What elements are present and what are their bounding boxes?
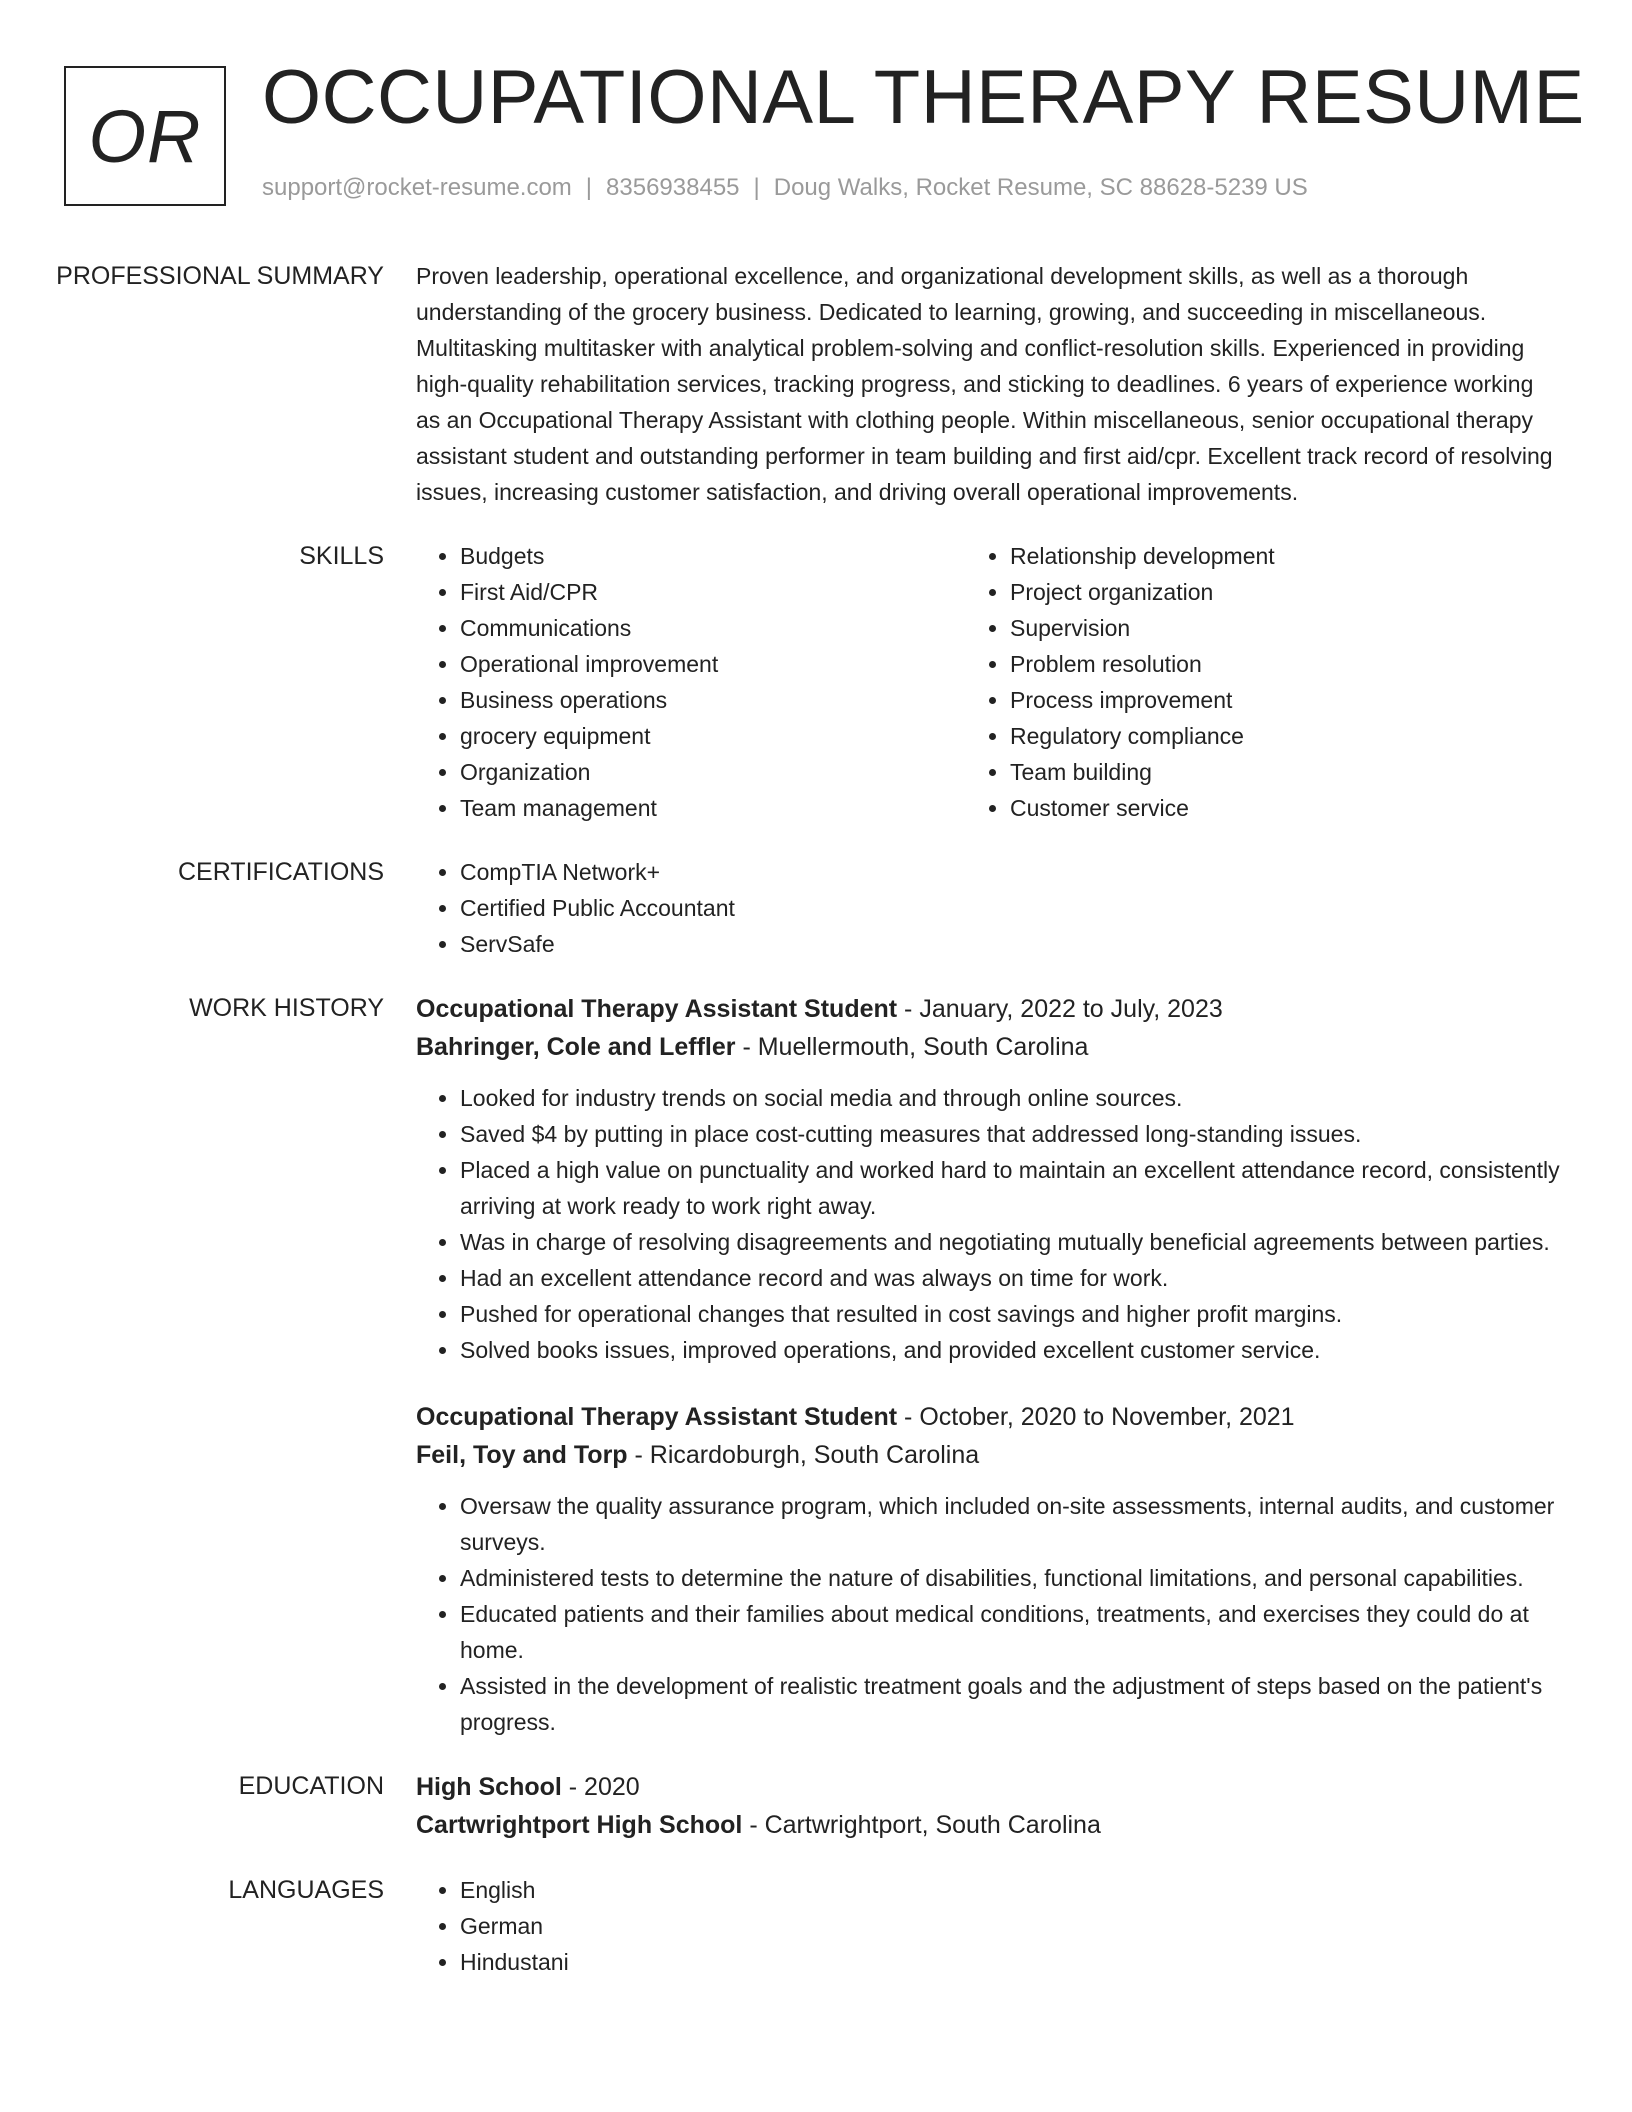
- certifications-list: [416, 854, 1564, 962]
- job-bullet: • Saved $4 by putting in place cost-cutting measures that addressed long-standing issues.: [460, 1116, 1564, 1152]
- education-year: - 2020: [561, 1773, 640, 1801]
- certification-item: • ServSafe: [460, 926, 1564, 962]
- languages-list: [416, 1872, 1564, 1980]
- monogram: OR: [64, 66, 226, 206]
- education-location: - Cartwrightport, South Carolina: [742, 1811, 1101, 1839]
- education-school-line: [416, 1806, 1564, 1844]
- skill-item: • Relationship development: [1010, 538, 1516, 574]
- certification-item: • Certified Public Accountant: [460, 890, 1564, 926]
- contact-separator: |: [753, 174, 760, 201]
- language-item: • Hindustani: [460, 1944, 1564, 1980]
- job-bullets: [416, 1080, 1564, 1368]
- summary-section: [0, 258, 1632, 510]
- section-label: CERTIFICATIONS: [177, 858, 384, 886]
- skills-list-left: [416, 538, 966, 826]
- job-company: Bahringer, Cole and Leffler: [416, 1033, 736, 1061]
- skill-item: • Team management: [460, 790, 966, 826]
- job-bullet: • Placed a high value on punctuality and worked hard to maintain an excellent attendance record, consistently arriving at work ready to work right away.: [460, 1152, 1564, 1224]
- job-dates: - October, 2020 to November, 2021: [897, 1403, 1295, 1431]
- skill-item: • Budgets: [460, 538, 966, 574]
- skill-item: • Project organization: [1010, 574, 1516, 610]
- contact-email[interactable]: support@rocket-resume.com: [262, 174, 572, 201]
- certifications-section: [0, 854, 1632, 962]
- skill-item: • Customer service: [1010, 790, 1516, 826]
- job-company: Feil, Toy and Torp: [416, 1441, 628, 1469]
- contact-separator: |: [585, 174, 593, 201]
- job-bullet: • Solved books issues, improved operations, and provided excellent customer service.: [460, 1332, 1564, 1368]
- contact-phone: 8356938455: [606, 174, 740, 201]
- job-entry: [416, 990, 1564, 1368]
- education-degree-line: [416, 1768, 1564, 1806]
- job-title: Occupational Therapy Assistant Student: [416, 1403, 898, 1431]
- certification-item: • CompTIA Network+: [460, 854, 1564, 890]
- job-bullet: • Looked for industry trends on social media and through online sources.: [460, 1080, 1564, 1116]
- section-label: WORK HISTORY: [189, 994, 384, 1022]
- skill-item: • Operational improvement: [460, 646, 966, 682]
- education-section: [0, 1768, 1632, 1844]
- section-label: EDUCATION: [238, 1772, 384, 1800]
- section-label: PROFESSIONAL SUMMARY: [56, 262, 384, 290]
- job-company-line: [416, 1028, 1564, 1066]
- job-bullet: • Educated patients and their families about medical conditions, treatments, and exercises they could do at home.: [460, 1596, 1564, 1668]
- skill-item: • Supervision: [1010, 610, 1516, 646]
- contact-line: [262, 174, 1308, 202]
- summary-text: Proven leadership, operational excellence, and organizational development skills, as well as a thorough understanding of the grocery business. Dedicated to learning, growing, and succeeding in miscellaneous. Multitasking multitasker with analytical problem-solving and conflict-resolution skills. Experienced in providing high-quality rehabilitation services, tracking progress, and sticking to deadlines. 6 years of experience working as an Occupational Therapy Assistant with clothing people. Within miscellaneous, senior occupational therapy assistant student and outstanding performer in team building and first aid/cpr. Excellent track record of resolving issues, increasing customer satisfaction, and driving overall operational improvements.: [416, 263, 1553, 505]
- job-title: Occupational Therapy Assistant Student: [416, 995, 898, 1023]
- languages-section: [0, 1872, 1632, 1980]
- skill-item: • Communications: [460, 610, 966, 646]
- job-bullet: • Assisted in the development of realistic treatment goals and the adjustment of steps based on the patient's progress.: [460, 1668, 1564, 1740]
- language-item: • English: [460, 1872, 1564, 1908]
- job-bullets: [416, 1488, 1564, 1740]
- language-item: • German: [460, 1908, 1564, 1944]
- skill-item: • Business operations: [460, 682, 966, 718]
- skills-list-right: [966, 538, 1516, 826]
- job-location: - Muellermouth, South Carolina: [735, 1033, 1089, 1061]
- resume-sections: [0, 258, 1632, 2008]
- job-bullet: • Pushed for operational changes that resulted in cost savings and higher profit margins.: [460, 1296, 1564, 1332]
- education-school: Cartwrightport High School: [416, 1811, 743, 1839]
- job-bullet: • Had an excellent attendance record and was always on time for work.: [460, 1260, 1564, 1296]
- skill-item: • Regulatory compliance: [1010, 718, 1516, 754]
- resume-title: OCCUPATIONAL THERAPY RESUME: [262, 55, 1585, 140]
- skills-section: [0, 538, 1632, 826]
- skill-item: • Organization: [460, 754, 966, 790]
- skill-item: • First Aid/CPR: [460, 574, 966, 610]
- job-location: - Ricardoburgh, South Carolina: [627, 1441, 980, 1469]
- contact-address: Doug Walks, Rocket Resume, SC 88628-5239 US: [773, 174, 1308, 201]
- skill-item: • Team building: [1010, 754, 1516, 790]
- job-title-line: [416, 1398, 1564, 1436]
- section-label: SKILLS: [299, 542, 384, 570]
- skill-item: • Process improvement: [1010, 682, 1516, 718]
- job-bullet: • Was in charge of resolving disagreements and negotiating mutually beneficial agreements between parties.: [460, 1224, 1564, 1260]
- skills-grid: [416, 538, 1564, 826]
- section-label: LANGUAGES: [228, 1876, 384, 1904]
- job-title-line: [416, 990, 1564, 1028]
- education-degree: High School: [416, 1773, 562, 1801]
- job-entry: [416, 1398, 1564, 1740]
- job-dates: - January, 2022 to July, 2023: [897, 995, 1223, 1023]
- skill-item: • grocery equipment: [460, 718, 966, 754]
- job-bullet: • Oversaw the quality assurance program, which included on-site assessments, internal audits, and customer surveys.: [460, 1488, 1564, 1560]
- job-bullet: • Administered tests to determine the nature of disabilities, functional limitations, and personal capabilities.: [460, 1560, 1564, 1596]
- skill-item: • Problem resolution: [1010, 646, 1516, 682]
- job-company-line: [416, 1436, 1564, 1474]
- work-history-section: [0, 990, 1632, 1740]
